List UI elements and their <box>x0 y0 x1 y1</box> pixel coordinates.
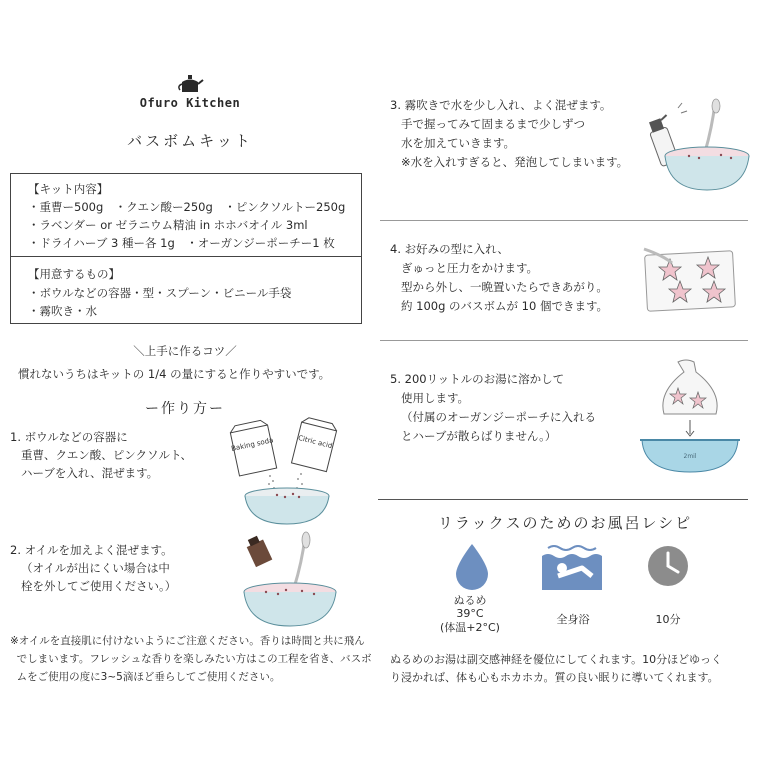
step-3-line: 水を加えていきます。 <box>390 136 516 150</box>
kit-contents-title: 【キット内容】 <box>28 182 109 196</box>
recipe-description-line: ぬるめのお湯は副交感神経を優位にしてくれます。10分ほどゆっく <box>390 653 723 666</box>
step-3-illustration <box>645 100 755 200</box>
step-2-line: 2. オイルを加えよく混ぜます。 <box>10 543 173 557</box>
tip-body: 慣れないうちはキットの 1/4 の量にすると作りやすいです。 <box>18 367 331 381</box>
step-1-illustration <box>225 418 345 528</box>
kettle-logo-icon <box>176 72 204 94</box>
temperature-value: 39°C <box>456 607 484 620</box>
step-5-line: （付属のオーガンジーポーチに入れる <box>390 410 596 424</box>
step-2-line: 栓を外してご使用ください。） <box>10 579 177 593</box>
prepare-line: ・霧吹き・水 <box>28 304 97 318</box>
oil-note-line: でしまいます。フレッシュな香りを楽しみたい方はこの工程を省き、バスボ <box>10 653 372 665</box>
water-drop-icon <box>454 542 490 590</box>
step-1-line: ハーブを入れ、混ぜます。 <box>10 466 159 480</box>
kit-title: バスボムキット <box>127 132 253 150</box>
step-5-line: とハーブが散らばりません。） <box>390 429 557 443</box>
step-3-line: ※水を入れすぎると、発泡してしまいます。 <box>390 155 629 169</box>
kit-contents-line: ・ドライハーブ 3 種ー各 1g ・オーガンジーポーチー1 枚 <box>28 236 335 250</box>
clock-icon <box>647 545 689 587</box>
oil-note-line: ムをご使用の度に3~5滴ほど垂らしてご使用ください。 <box>10 671 281 683</box>
tip-title: ＼上手に作るコツ／ <box>133 344 237 358</box>
step-3-line: 3. 霧吹きで水を少し入れ、よく混ぜます。 <box>390 98 612 112</box>
oil-note-line: ※オイルを直接肌に付けないようにご注意ください。香りは時間と共に飛ん <box>10 635 365 647</box>
recipe-description-line: り浸かれば、体も心もホカホカ。質の良い眠りに導いてくれます。 <box>390 671 719 684</box>
bath-icon <box>538 542 608 592</box>
prepare-title: 【用意するもの】 <box>28 267 120 281</box>
step-4-illustration <box>642 245 742 315</box>
step-5-line: 5. 200リットルのお湯に溶かして <box>390 372 565 386</box>
step-2-illustration <box>230 532 350 632</box>
bath-type-label: 全身浴 <box>556 613 590 626</box>
step-4-line: 4. お好みの型に入れ、 <box>390 242 509 256</box>
brand-name: Ofuro Kitchen <box>139 96 241 110</box>
step-1-line: 重曹、クエン酸、ピンクソルト、 <box>10 448 192 462</box>
duration-label: 10分 <box>655 613 681 626</box>
prepare-line: ・ボウルなどの容器・型・スプーン・ビニール手袋 <box>28 286 292 300</box>
divider <box>380 340 748 341</box>
step-5-illustration <box>638 358 748 488</box>
bag-label-right: Citric acid <box>297 433 334 451</box>
tub-label: 2mil <box>683 453 697 460</box>
box-divider <box>10 256 362 257</box>
kit-contents-line: ・重曹ー500g ・クエン酸ー250g ・ピンクソルトー250g <box>28 200 346 214</box>
step-3-line: 手で握ってみて固まるまで少しずつ <box>390 117 585 131</box>
step-5-line: 使用します。 <box>390 391 470 405</box>
recipe-divider <box>378 499 748 500</box>
divider <box>380 220 748 221</box>
step-4-line: ぎゅっと圧力をかけます。 <box>390 261 539 275</box>
recipe-title: リラックスのためのお風呂レシピ <box>437 514 693 532</box>
step-1-line: 1. ボウルなどの容器に <box>10 430 128 444</box>
kit-contents-line: ・ラベンダー or ゼラニウム精油 in ホホバオイル 3ml <box>28 218 308 232</box>
step-4-line: 型から外し、一晩置いたらできあがり。 <box>390 280 608 294</box>
howto-title: ー作り方ー <box>145 401 225 417</box>
temperature-note: (体温+2°C) <box>440 621 500 634</box>
bag-label-left: Baking soda <box>230 436 275 453</box>
step-2-line: （オイルが出にくい場合は中 <box>10 561 170 575</box>
temperature-label: ぬるめ <box>453 594 487 607</box>
step-4-line: 約 100g のバスボムが 10 個できます。 <box>390 299 609 313</box>
